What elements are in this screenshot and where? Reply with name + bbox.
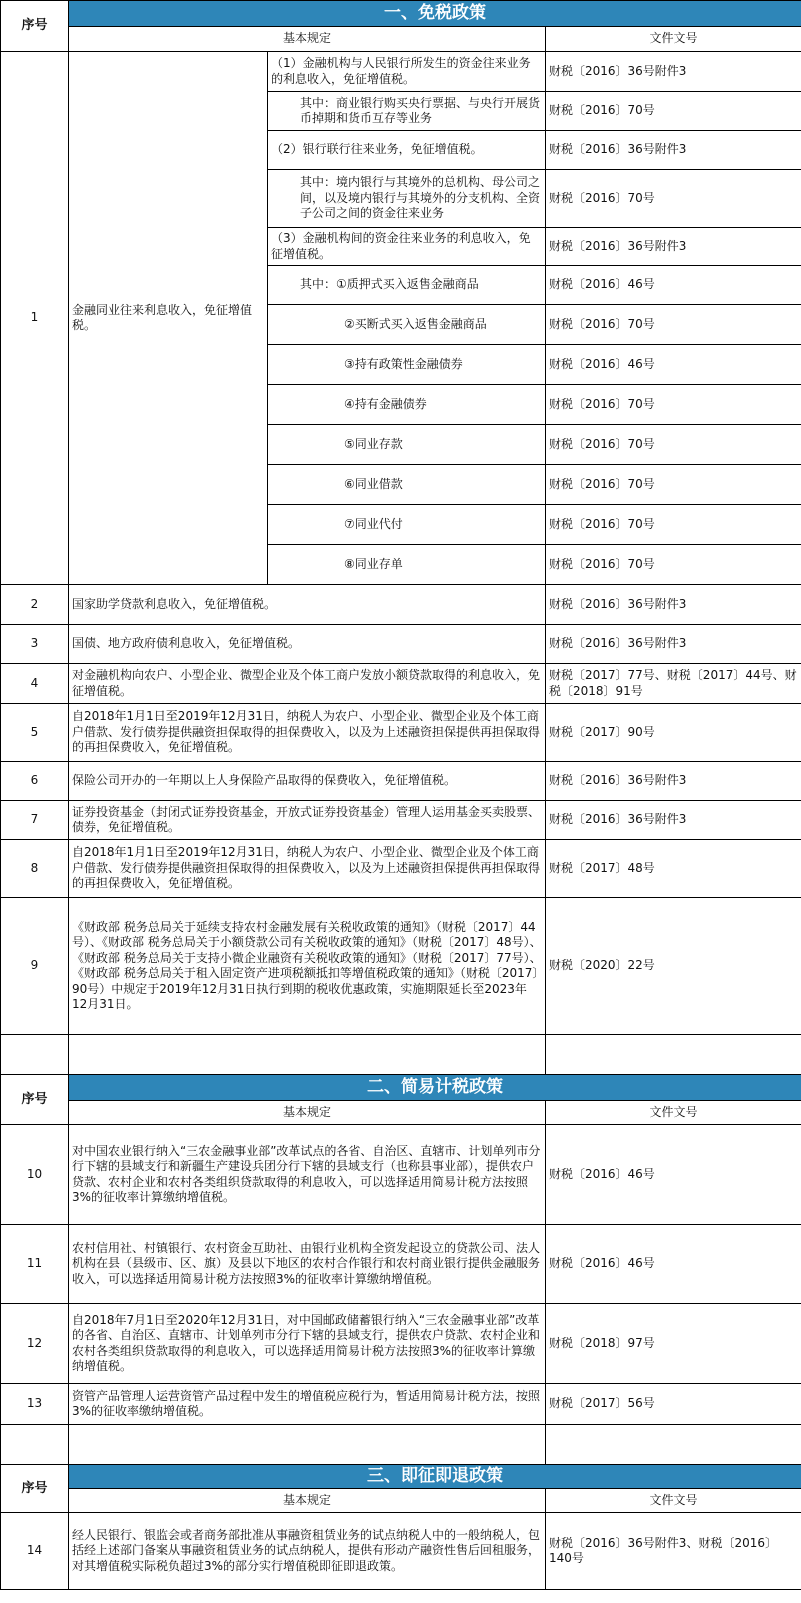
basic-header: 基本规定 — [69, 1489, 546, 1513]
row-doc: 财税〔2016〕36号附件3 — [546, 131, 801, 170]
row-seq: 7 — [1, 801, 69, 840]
sub-rule: 其中：商业银行购买央行票据、与央行开展货币掉期和货币互存等业务 — [268, 92, 546, 131]
section-title: 二、简易计税政策 — [69, 1075, 801, 1101]
row-doc: 财税〔2016〕46号 — [546, 1225, 801, 1304]
seq-header: 序号 — [1, 1, 69, 52]
row-doc: 财税〔2016〕70号 — [546, 545, 801, 585]
empty-cell — [1, 1035, 69, 1075]
row-doc: 财税〔2016〕46号 — [546, 345, 801, 385]
row-seq: 6 — [1, 762, 69, 801]
row-doc: 财税〔2018〕97号 — [546, 1304, 801, 1384]
basic-header: 基本规定 — [69, 1101, 546, 1125]
empty-cell — [69, 1425, 546, 1465]
row-doc: 财税〔2016〕36号附件3 — [546, 585, 801, 625]
row-seq: 4 — [1, 664, 69, 704]
row-doc: 财税〔2017〕56号 — [546, 1384, 801, 1425]
sub-rule: 其中：境内银行与其境外的总机构、母公司之间，以及境内银行与其境外的分支机构、全资子公司之间的资金往来业务 — [268, 170, 546, 228]
row-seq: 11 — [1, 1225, 69, 1304]
sub-rule: ④持有金融债券 — [268, 385, 546, 425]
basic-header: 基本规定 — [69, 27, 546, 52]
row-doc: 财税〔2016〕70号 — [546, 505, 801, 545]
row-doc: 财税〔2016〕46号 — [546, 266, 801, 305]
row-rule: 自2018年7月1日至2020年12月31日，对中国邮政储蓄银行纳入“三农金融事业部”改革的各省、自治区、直辖市、计划单列市分行下辖的县域支行，提供农户贷款、农村企业和农村各类组织贷款取得的利息收入，可以选择适用简易计税方法按照3%的征收率计算缴纳增值税。 — [69, 1304, 546, 1384]
sub-rule: （3）金融机构间的资金往来业务的利息收入，免征增值税。 — [268, 228, 546, 266]
row-rule: 对金融机构向农户、小型企业、微型企业及个体工商户发放小额贷款取得的利息收入，免征增值税。 — [69, 664, 546, 704]
section-title: 一、免税政策 — [69, 1, 801, 27]
empty-cell — [546, 1035, 801, 1075]
empty-cell — [69, 1035, 546, 1075]
row-seq: 13 — [1, 1384, 69, 1425]
sub-rule: ⑧同业存单 — [268, 545, 546, 585]
sub-rule: （1）金融机构与人民银行所发生的资金往来业务的利息收入，免征增值税。 — [268, 52, 546, 92]
seq-header: 序号 — [1, 1465, 69, 1513]
row-rule: 国家助学贷款利息收入，免征增值税。 — [69, 585, 546, 625]
row-doc: 财税〔2020〕22号 — [546, 898, 801, 1035]
row-seq: 2 — [1, 585, 69, 625]
row-doc: 财税〔2017〕90号 — [546, 704, 801, 762]
row-doc: 财税〔2016〕36号附件3 — [546, 625, 801, 664]
sub-rule: ⑦同业代付 — [268, 505, 546, 545]
row-rule: 国债、地方政府债利息收入，免征增值税。 — [69, 625, 546, 664]
row-rule: 自2018年1月1日至2019年12月31日，纳税人为农户、小型企业、微型企业及个体工商户借款、发行债券提供融资担保取得的担保费收入，以及为上述融资担保提供再担保取得的再担保费收入，免征增值税。 — [69, 704, 546, 762]
row-rule: 经人民银行、银监会或者商务部批准从事融资租赁业务的试点纳税人中的一般纳税人，包括经上述部门备案从事融资租赁业务的试点纳税人，提供有形动产融资性售后回租服务，对其增值税实际税负超过3%的部分实行增值税即征即退政策。 — [69, 1513, 546, 1590]
section-title: 三、即征即退政策 — [69, 1465, 801, 1489]
row-seq: 9 — [1, 898, 69, 1035]
row-rule: 资管产品管理人运营资管产品过程中发生的增值税应税行为，暂适用简易计税方法，按照3%的征收率缴纳增值税。 — [69, 1384, 546, 1425]
row-rule: 《财政部 税务总局关于延续支持农村金融发展有关税收政策的通知》（财税〔2017〕44号）、《财政部 税务总局关于小额贷款公司有关税收政策的通知》（财税〔2017〕48号）、《财政部 税务总局关于支持小微企业融资有关税收政策的通知》（财税〔2017〕77号）、《财政部 税务总局关于租入固定资产进项税额抵扣等增值税政策的通知》（财税〔2017〕90号）中规定于2019年12月31日执行到期的税收优惠政策，实施期限延长至2023年12月31日。 — [69, 898, 546, 1035]
row-doc: 财税〔2017〕77号、财税〔2017〕44号、财税〔2018〕91号 — [546, 664, 801, 704]
sub-rule: ⑥同业借款 — [268, 465, 546, 505]
row-seq: 5 — [1, 704, 69, 762]
row-doc: 财税〔2016〕70号 — [546, 170, 801, 228]
row-seq: 1 — [1, 52, 69, 585]
sub-rule: 其中：①质押式买入返售金融商品 — [268, 266, 546, 305]
row-doc: 财税〔2016〕70号 — [546, 425, 801, 465]
empty-cell — [1, 1425, 69, 1465]
empty-cell — [546, 1425, 801, 1465]
row-seq: 3 — [1, 625, 69, 664]
row-doc: 财税〔2016〕70号 — [546, 465, 801, 505]
row-doc: 财税〔2016〕46号 — [546, 1125, 801, 1225]
row-doc: 财税〔2016〕70号 — [546, 385, 801, 425]
row-doc: 财税〔2017〕48号 — [546, 840, 801, 898]
seq-header: 序号 — [1, 1075, 69, 1125]
row-doc: 财税〔2016〕36号附件3、财税〔2016〕140号 — [546, 1513, 801, 1590]
row-doc: 财税〔2016〕70号 — [546, 305, 801, 345]
row-doc: 财税〔2016〕36号附件3 — [546, 228, 801, 266]
sub-rule: （2）银行联行往来业务，免征增值税。 — [268, 131, 546, 170]
row-seq: 12 — [1, 1304, 69, 1384]
doc-header: 文件文号 — [546, 1101, 801, 1125]
row-seq: 14 — [1, 1513, 69, 1590]
row-rule: 对中国农业银行纳入“三农金融事业部”改革试点的各省、自治区、直辖市、计划单列市分行下辖的县域支行和新疆生产建设兵团分行下辖的县域支行（也称县事业部），提供农户贷款、农村企业和农村各类组织贷款取得的利息收入，可以选择适用简易计税方法按照3%的征收率计算缴纳增值税。 — [69, 1125, 546, 1225]
row-doc: 财税〔2016〕70号 — [546, 92, 801, 131]
sub-rule: ③持有政策性金融债券 — [268, 345, 546, 385]
row-rule: 保险公司开办的一年期以上人身保险产品取得的保费收入，免征增值税。 — [69, 762, 546, 801]
doc-header: 文件文号 — [546, 1489, 801, 1513]
sub-rule: ⑤同业存款 — [268, 425, 546, 465]
row-seq: 10 — [1, 1125, 69, 1225]
row-rule: 农村信用社、村镇银行、农村资金互助社、由银行业机构全资发起设立的贷款公司、法人机构在县（县级市、区、旗）及县以下地区的农村合作银行和农村商业银行提供金融服务收入，可以选择适用简易计税方法按照3%的征收率计算缴纳增值税。 — [69, 1225, 546, 1304]
row-doc: 财税〔2016〕36号附件3 — [546, 762, 801, 801]
row-doc: 财税〔2016〕36号附件3 — [546, 52, 801, 92]
doc-header: 文件文号 — [546, 27, 801, 52]
row-rule: 自2018年1月1日至2019年12月31日，纳税人为农户、小型企业、微型企业及个体工商户借款、发行债券提供融资担保取得的担保费收入，以及为上述融资担保提供再担保取得的再担保费收入，免征增值税。 — [69, 840, 546, 898]
row-rule: 证券投资基金（封闭式证券投资基金，开放式证券投资基金）管理人运用基金买卖股票、债券，免征增值税。 — [69, 801, 546, 840]
sub-rule: ②买断式买入返售金融商品 — [268, 305, 546, 345]
row-seq: 8 — [1, 840, 69, 898]
row-rule: 金融同业往来利息收入，免征增值税。 — [69, 52, 268, 585]
row-doc: 财税〔2016〕36号附件3 — [546, 801, 801, 840]
